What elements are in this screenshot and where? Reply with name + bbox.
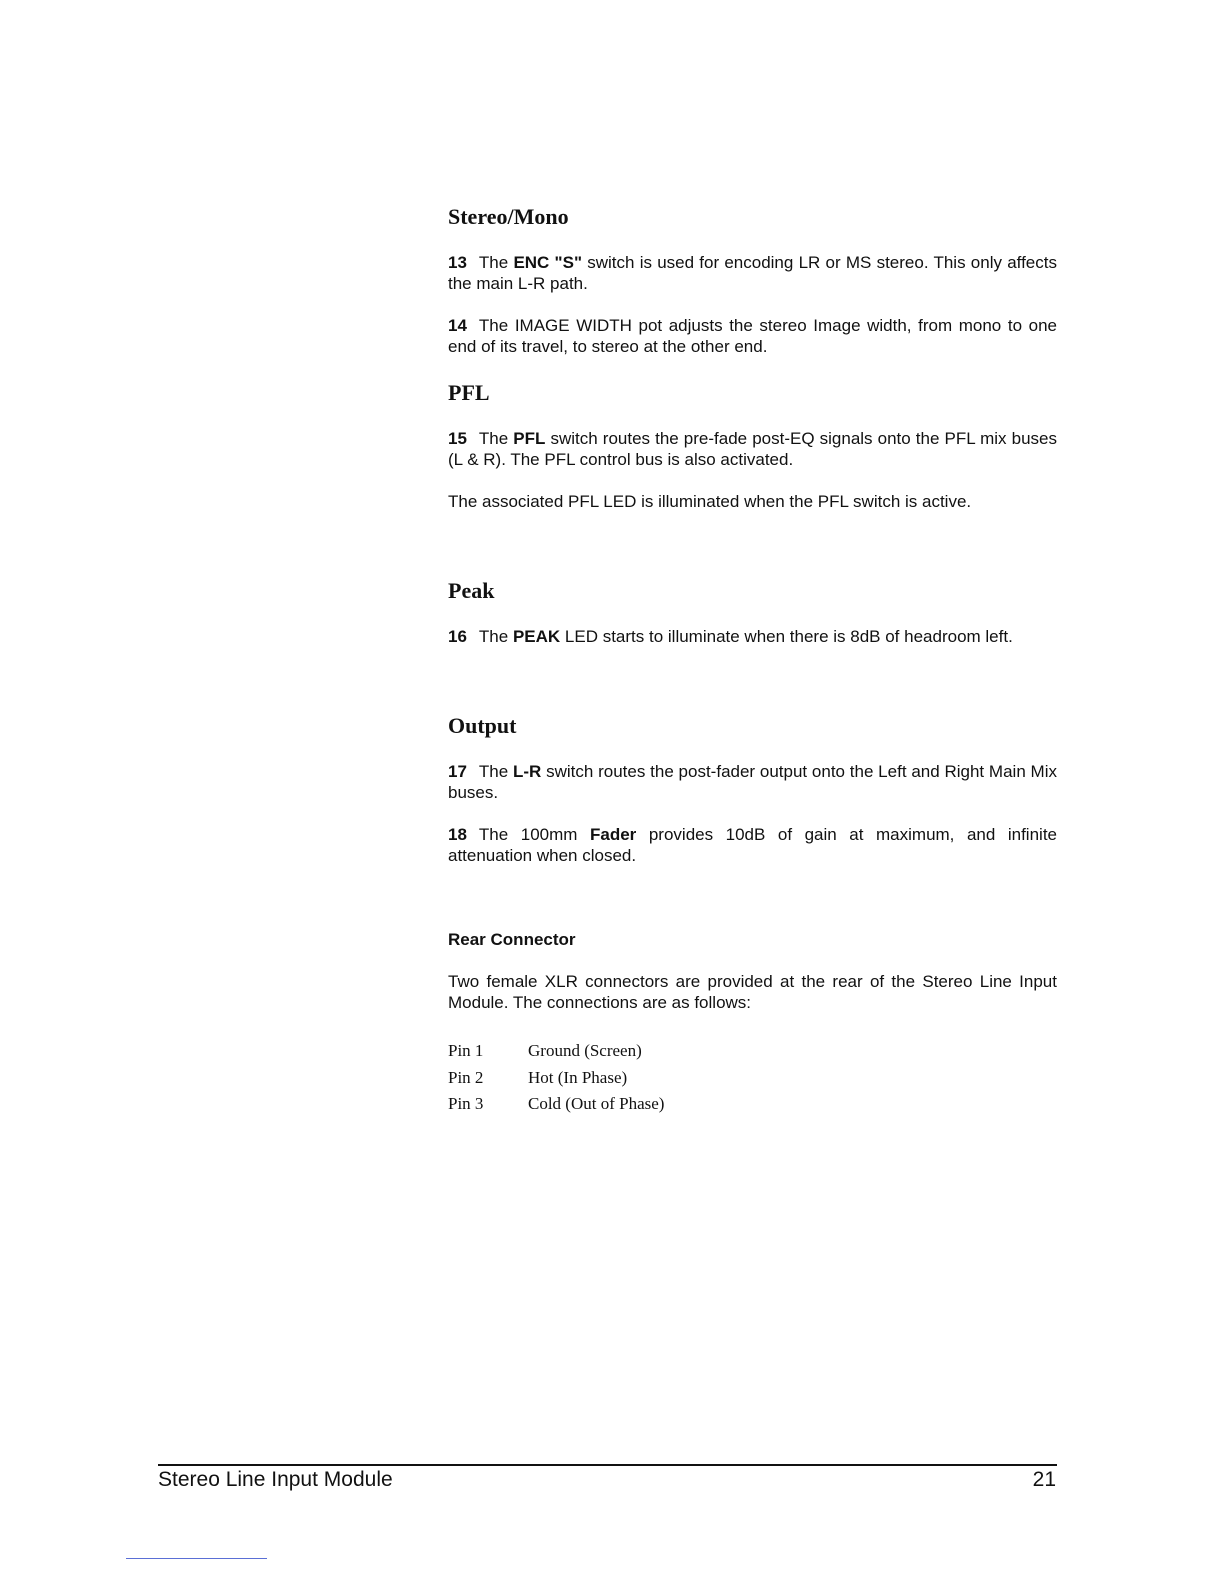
paragraph-18 xyxy=(448,824,1057,866)
bold-term: PFL xyxy=(513,429,546,448)
pin-description: Hot (In Phase) xyxy=(528,1067,628,1087)
pin-label: Pin 3 xyxy=(448,1094,484,1113)
pin-label: Pin 1 xyxy=(448,1041,484,1060)
text: The IMAGE WIDTH pot adjusts the stereo Image width, from mono to one end of its travel, to stereo at the other end. xyxy=(448,316,1057,356)
footer-title: Stereo Line Input Module xyxy=(158,1468,393,1491)
pin-row xyxy=(448,1065,664,1092)
item-number: 13 xyxy=(448,253,467,272)
paragraph-rear-intro: Two female XLR connectors are provided at the rear of the Stereo Line Input Module. The connections are as follows: xyxy=(448,972,1057,1012)
paragraph-14 xyxy=(448,315,1057,357)
pin-description: Cold (Out of Phase) xyxy=(528,1094,665,1113)
paragraph-16 xyxy=(448,626,1057,647)
bold-term: L-R xyxy=(513,762,542,781)
bold-term: ENC "S" xyxy=(513,253,583,272)
bold-term: Fader xyxy=(590,825,637,844)
text: switch routes the pre-fade post-EQ signals onto the PFL mix buses (L & R). The PFL control bus is also activated. xyxy=(448,429,1057,469)
text: The xyxy=(478,627,513,646)
section-heading-pfl: PFL xyxy=(448,380,490,405)
section-heading-stereo-mono: Stereo/Mono xyxy=(448,204,569,229)
text: The xyxy=(478,429,514,448)
text: switch routes the post-fader output onto the Left and Right Main Mix buses. xyxy=(448,762,1057,802)
bold-term: PEAK xyxy=(512,627,561,646)
pin-row xyxy=(448,1038,664,1065)
text: LED starts to illuminate when there is 8dB of headroom left. xyxy=(560,627,1013,646)
item-number: 17 xyxy=(448,762,467,781)
item-number: 16 xyxy=(448,627,467,646)
paragraph-pfl-led: The associated PFL LED is illuminated when the PFL switch is active. xyxy=(448,492,972,511)
pin-table xyxy=(448,1038,664,1118)
section-heading-peak: Peak xyxy=(448,578,495,603)
item-number: 14 xyxy=(448,316,467,335)
paragraph-17 xyxy=(448,761,1057,803)
footer-divider xyxy=(158,1464,1057,1466)
link-underline xyxy=(126,1558,267,1559)
pin-description: Ground (Screen) xyxy=(528,1041,642,1060)
section-heading-output: Output xyxy=(448,713,517,738)
text: The 100mm xyxy=(478,825,590,844)
text: switch is used for encoding LR or MS stereo. This only affects the main L-R path. xyxy=(448,253,1057,293)
text: The xyxy=(478,253,514,272)
item-number: 15 xyxy=(448,429,467,448)
text: provides 10dB of gain at maximum, and infinite attenuation when closed. xyxy=(448,825,1057,865)
text: The xyxy=(478,762,513,781)
paragraph-13 xyxy=(448,252,1057,294)
subsection-heading-rear-connector: Rear Connector xyxy=(448,930,576,949)
pin-label: Pin 2 xyxy=(448,1067,484,1087)
item-number: 18 xyxy=(448,825,467,844)
page-number: 21 xyxy=(1032,1468,1056,1491)
pin-row xyxy=(448,1091,664,1118)
paragraph-15 xyxy=(448,428,1057,470)
